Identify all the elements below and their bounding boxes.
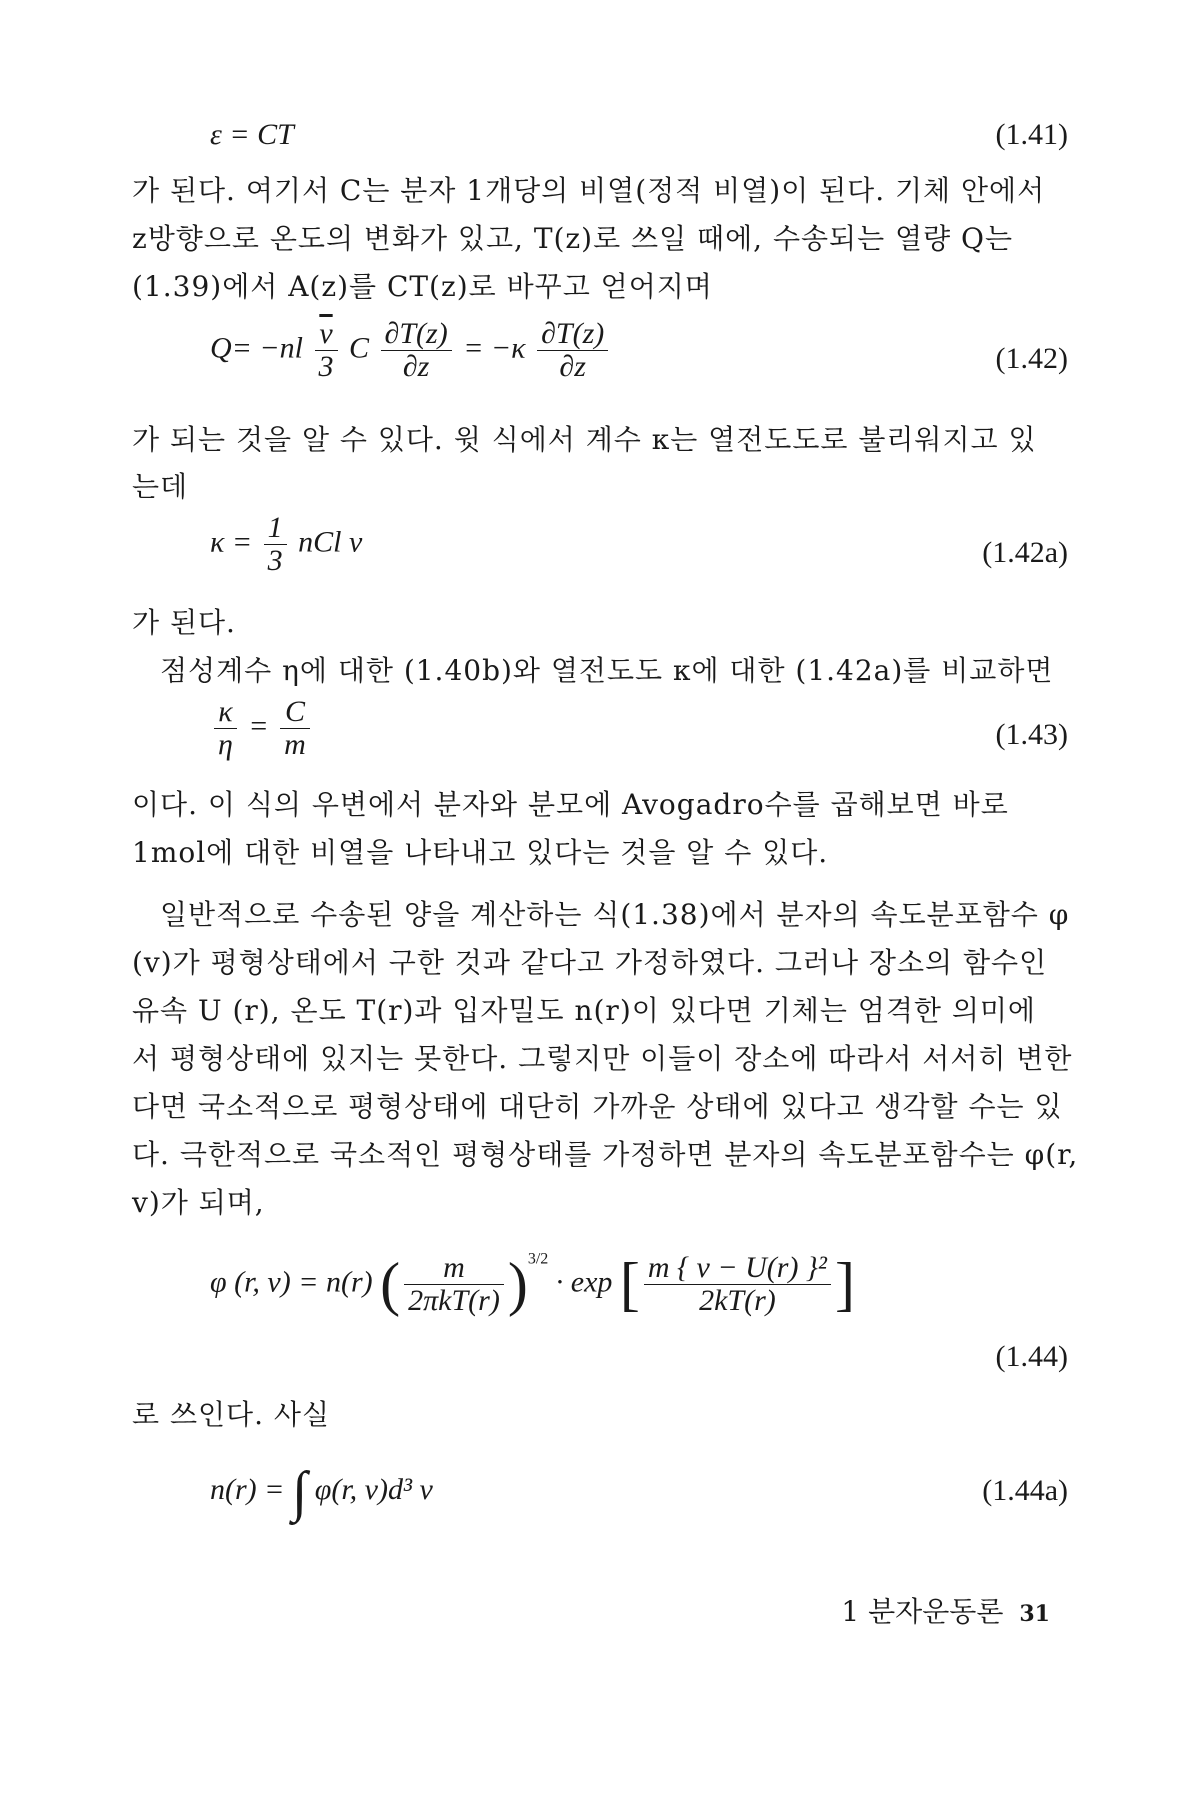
fraction: $\frac{\partial T(z)}{\partial z}$ bbox=[381, 318, 452, 383]
paragraph-line: 일반적으로 수송된 양을 계산하는 식(1.38)에서 분자의 속도분포함수 φ bbox=[160, 898, 1070, 931]
paragraph-line: 서 평형상태에 있지는 못한다. 그렇지만 이들이 장소에 따라서 서서히 변한 bbox=[132, 1042, 1073, 1075]
equation-number: (1.44a) bbox=[982, 1474, 1068, 1507]
equation-text: C bbox=[349, 331, 370, 365]
equation-number: (1.42a) bbox=[982, 536, 1068, 569]
right-paren: ) bbox=[507, 1251, 528, 1317]
equation-text: φ (r, v) = n(r) bbox=[210, 1265, 373, 1299]
integral-sign: ∫ bbox=[291, 1461, 308, 1523]
paragraph-line: 유속 U (r), 온도 T(r)과 입자밀도 n(r)이 있다면 기체는 엄격한 의미에 bbox=[132, 994, 1036, 1027]
right-bracket: ] bbox=[834, 1251, 855, 1317]
equation-number: (1.43) bbox=[995, 718, 1068, 751]
paragraph-line: 로 쓰인다. 사실 bbox=[132, 1398, 330, 1431]
paragraph-line: 다면 국소적으로 평형상태에 대단히 가까운 상태에 있다고 생각할 수는 있 bbox=[132, 1090, 1063, 1123]
paragraph-line: 가 된다. bbox=[132, 606, 236, 639]
fraction: $\frac{\partial T(z)}{\partial z}$ bbox=[537, 318, 608, 383]
equation-text: κ = bbox=[210, 525, 253, 559]
fraction: $\frac{m}{\text{2πkT(r)}}$ bbox=[404, 1252, 504, 1317]
paragraph-line: 는데 bbox=[132, 470, 189, 503]
page-footer bbox=[841, 1590, 1050, 1630]
equation-number: (1.42) bbox=[995, 342, 1068, 375]
paragraph-line: 가 된다. 여기서 C는 분자 1개당의 비열(정적 비열)이 된다. 기체 안에서 bbox=[132, 174, 1046, 207]
equation-number: (1.41) bbox=[995, 118, 1068, 151]
equation-number: (1.44) bbox=[995, 1340, 1068, 1373]
equation-1-44a bbox=[210, 1460, 433, 1524]
equation-text: = bbox=[248, 709, 269, 743]
fraction: $\frac{\overline{v}}{3}$ bbox=[315, 318, 338, 383]
equation-text: n(r) = bbox=[210, 1472, 285, 1506]
equation-text: · exp bbox=[555, 1265, 613, 1299]
equation-1-42 bbox=[210, 318, 612, 383]
fraction: $\frac{C}{m}$ bbox=[280, 696, 310, 761]
equation-1-42a bbox=[210, 512, 362, 577]
paragraph-line: 1mol에 대한 비열을 나타내고 있다는 것을 알 수 있다. bbox=[132, 836, 829, 869]
fraction: $\frac{\kappa}{\eta}$ bbox=[214, 696, 237, 761]
equation-1-44 bbox=[210, 1250, 855, 1319]
chapter-title: 1 분자운동론 bbox=[841, 1595, 1004, 1628]
equation-1-43 bbox=[210, 696, 314, 761]
exponent: 3/2 bbox=[527, 1250, 549, 1268]
paragraph-line: z방향으로 온도의 변화가 있고, T(z)로 쓰일 때에, 수송되는 열량 Q는 bbox=[132, 222, 1014, 255]
page-number: 31 bbox=[1019, 1601, 1050, 1627]
left-paren: ( bbox=[380, 1251, 401, 1317]
equation-text: ε = CT bbox=[210, 118, 294, 151]
paragraph-line: (1.39)에서 A(z)를 CT(z)로 바꾸고 얻어지며 bbox=[132, 270, 713, 303]
equation-text: φ(r, v)d³ v bbox=[314, 1472, 433, 1506]
equation-text: nCl v bbox=[298, 525, 363, 559]
paragraph-line: 점성계수 η에 대한 (1.40b)와 열전도도 κ에 대한 (1.42a)를 비교하면 bbox=[160, 654, 1054, 687]
equation-text: Q= −nl bbox=[210, 331, 303, 365]
left-bracket: [ bbox=[619, 1251, 640, 1317]
equation-text: = −κ bbox=[463, 331, 526, 365]
paragraph-line: (v)가 평형상태에서 구한 것과 같다고 가정하였다. 그러나 장소의 함수인 bbox=[132, 946, 1048, 979]
fraction: $\frac{1}{3}$ bbox=[264, 512, 287, 577]
paragraph-line: 다. 극한적으로 국소적인 평형상태를 가정하면 분자의 속도분포함수는 φ(r, bbox=[132, 1138, 1079, 1171]
equation-1-41 bbox=[210, 118, 294, 152]
paragraph-line: v)가 되며, bbox=[132, 1186, 265, 1219]
paragraph-line: 가 되는 것을 알 수 있다. 윗 식에서 계수 κ는 열전도도로 불리워지고 있 bbox=[132, 423, 1037, 456]
paragraph-line: 이다. 이 식의 우변에서 분자와 분모에 Avogadro수를 곱해보면 바로 bbox=[132, 788, 1009, 821]
fraction: $\frac{\text{m \{ v − U(r) \}²}}{2kT(r)}$ bbox=[644, 1252, 831, 1317]
